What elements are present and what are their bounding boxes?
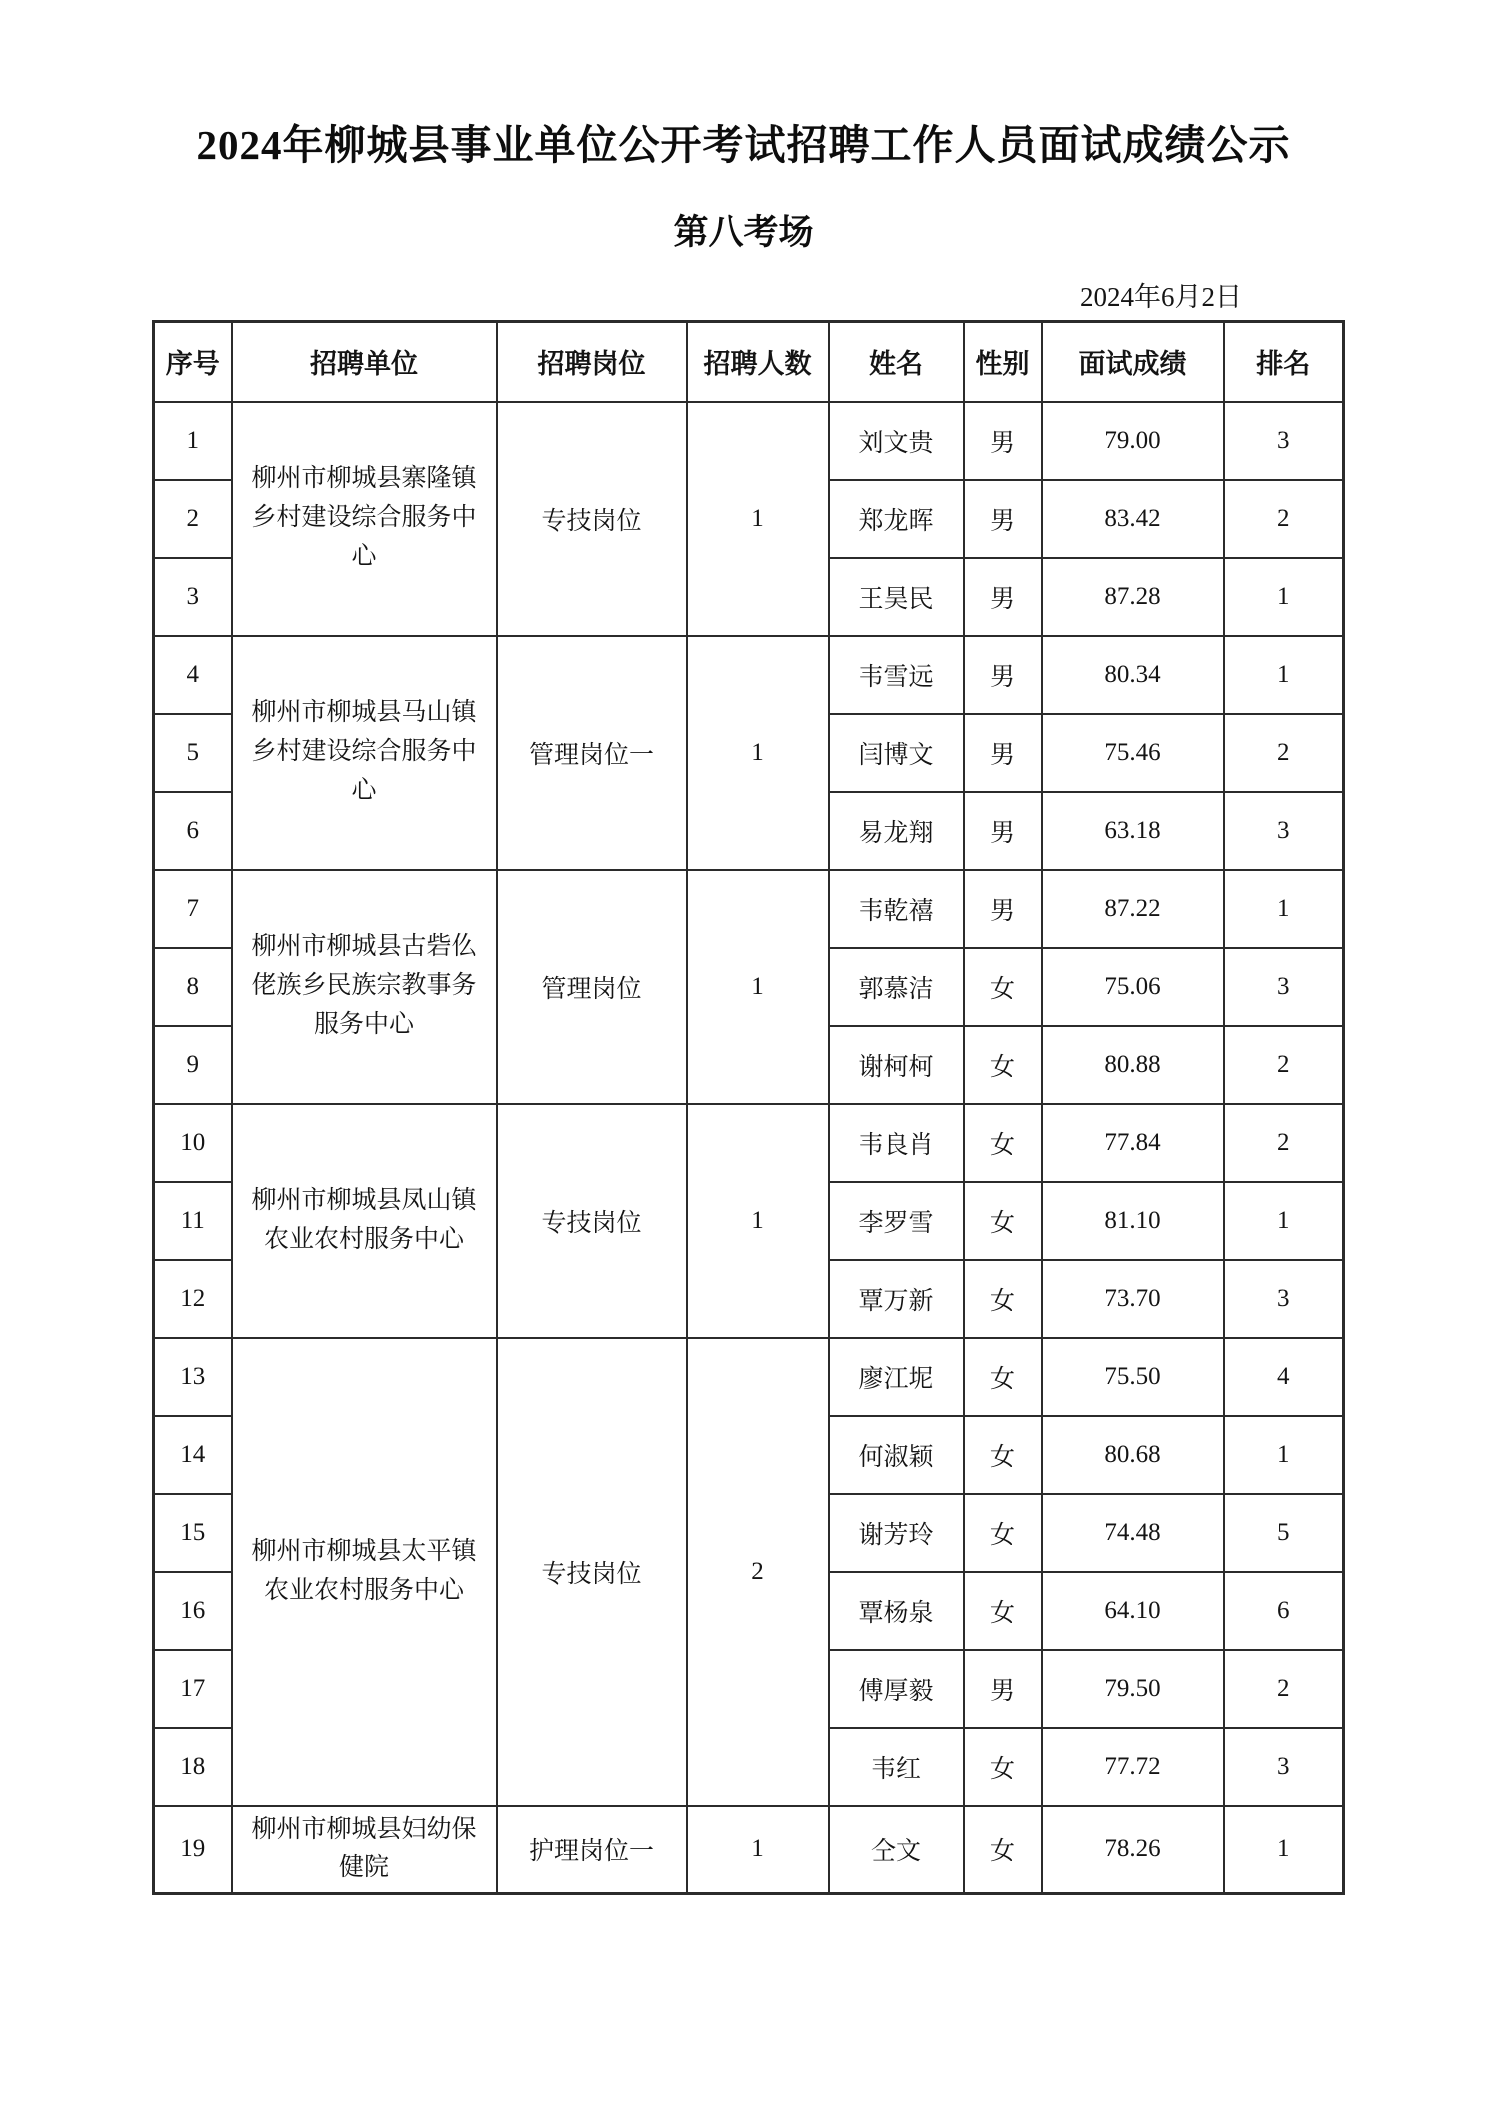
cell-no: 1 (154, 402, 232, 480)
cell-name: 李罗雪 (829, 1182, 964, 1260)
cell-score: 83.42 (1042, 480, 1224, 558)
cell-no: 19 (154, 1806, 232, 1894)
cell-name: 何淑颖 (829, 1416, 964, 1494)
cell-name: 闫博文 (829, 714, 964, 792)
cell-no: 14 (154, 1416, 232, 1494)
cell-gender: 男 (964, 402, 1042, 480)
publish-date: 2024年6月2日 (1080, 282, 1242, 312)
cell-no: 4 (154, 636, 232, 714)
cell-gender: 男 (964, 480, 1042, 558)
cell-rank: 1 (1224, 1182, 1344, 1260)
cell-unit: 柳州市柳城县妇幼保健院 (232, 1806, 497, 1894)
cell-score: 77.84 (1042, 1104, 1224, 1182)
cell-position: 专技岗位 (497, 1104, 687, 1338)
cell-name: 谢柯柯 (829, 1026, 964, 1104)
header-row (154, 322, 1344, 402)
cell-rank: 1 (1224, 558, 1344, 636)
cell-gender: 女 (964, 1416, 1042, 1494)
cell-gender: 女 (964, 948, 1042, 1026)
cell-name: 韦雪远 (829, 636, 964, 714)
cell-gender: 女 (964, 1026, 1042, 1104)
cell-position: 专技岗位 (497, 1338, 687, 1806)
table-row (154, 402, 1344, 480)
cell-gender: 男 (964, 1650, 1042, 1728)
cell-gender: 女 (964, 1338, 1042, 1416)
cell-gender: 女 (964, 1572, 1042, 1650)
cell-rank: 1 (1224, 870, 1344, 948)
page-title: 2024年柳城县事业单位公开考试招聘工作人员面试成绩公示 (196, 122, 1291, 168)
cell-no: 7 (154, 870, 232, 948)
page-subtitle: 第八考场 (673, 213, 814, 252)
cell-rank: 3 (1224, 1728, 1344, 1806)
cell-unit: 柳州市柳城县古砦仫佬族乡民族宗教事务服务中心 (232, 870, 497, 1104)
table-row (154, 1338, 1344, 1416)
cell-unit: 柳州市柳城县太平镇农业农村服务中心 (232, 1338, 497, 1806)
cell-openings: 1 (687, 870, 829, 1104)
cell-score: 80.68 (1042, 1416, 1224, 1494)
cell-position: 管理岗位 (497, 870, 687, 1104)
cell-openings: 1 (687, 636, 829, 870)
cell-score: 77.72 (1042, 1728, 1224, 1806)
cell-gender: 男 (964, 792, 1042, 870)
cell-score: 81.10 (1042, 1182, 1224, 1260)
cell-rank: 2 (1224, 1650, 1344, 1728)
cell-unit: 柳州市柳城县凤山镇农业农村服务中心 (232, 1104, 497, 1338)
header-rank: 排名 (1224, 322, 1344, 402)
cell-rank: 3 (1224, 1260, 1344, 1338)
cell-name: 廖江坭 (829, 1338, 964, 1416)
cell-score: 73.70 (1042, 1260, 1224, 1338)
cell-openings: 2 (687, 1338, 829, 1806)
cell-score: 63.18 (1042, 792, 1224, 870)
cell-score: 74.48 (1042, 1494, 1224, 1572)
header-position: 招聘岗位 (497, 322, 687, 402)
cell-score: 80.34 (1042, 636, 1224, 714)
cell-position: 专技岗位 (497, 402, 687, 636)
cell-name: 易龙翔 (829, 792, 964, 870)
cell-name: 谢芳玲 (829, 1494, 964, 1572)
cell-gender: 女 (964, 1104, 1042, 1182)
cell-name: 韦乾禧 (829, 870, 964, 948)
cell-name: 覃万新 (829, 1260, 964, 1338)
cell-rank: 6 (1224, 1572, 1344, 1650)
cell-name: 王昊民 (829, 558, 964, 636)
cell-score: 87.22 (1042, 870, 1224, 948)
cell-no: 10 (154, 1104, 232, 1182)
cell-gender: 女 (964, 1728, 1042, 1806)
header-unit: 招聘单位 (232, 322, 497, 402)
cell-rank: 4 (1224, 1338, 1344, 1416)
cell-rank: 1 (1224, 1416, 1344, 1494)
cell-no: 2 (154, 480, 232, 558)
cell-openings: 1 (687, 1806, 829, 1894)
cell-no: 8 (154, 948, 232, 1026)
cell-no: 16 (154, 1572, 232, 1650)
table-row (154, 636, 1344, 714)
cell-rank: 3 (1224, 948, 1344, 1026)
cell-score: 75.50 (1042, 1338, 1224, 1416)
cell-score: 64.10 (1042, 1572, 1224, 1650)
cell-score: 75.46 (1042, 714, 1224, 792)
cell-openings: 1 (687, 1104, 829, 1338)
cell-name: 韦良肖 (829, 1104, 964, 1182)
cell-rank: 1 (1224, 1806, 1344, 1894)
cell-rank: 2 (1224, 1104, 1344, 1182)
cell-score: 75.06 (1042, 948, 1224, 1026)
cell-gender: 女 (964, 1182, 1042, 1260)
cell-name: 覃杨泉 (829, 1572, 964, 1650)
cell-openings: 1 (687, 402, 829, 636)
header-no: 序号 (154, 322, 232, 402)
cell-no: 18 (154, 1728, 232, 1806)
cell-no: 6 (154, 792, 232, 870)
cell-score: 87.28 (1042, 558, 1224, 636)
cell-gender: 男 (964, 714, 1042, 792)
cell-no: 11 (154, 1182, 232, 1260)
cell-gender: 男 (964, 870, 1042, 948)
cell-rank: 2 (1224, 714, 1344, 792)
table-row (154, 870, 1344, 948)
cell-no: 3 (154, 558, 232, 636)
cell-gender: 女 (964, 1260, 1042, 1338)
cell-gender: 女 (964, 1494, 1042, 1572)
cell-rank: 2 (1224, 480, 1344, 558)
cell-rank: 1 (1224, 636, 1344, 714)
header-gender: 性别 (964, 322, 1042, 402)
header-name: 姓名 (829, 322, 964, 402)
table-row (154, 1806, 1344, 1894)
cell-rank: 3 (1224, 792, 1344, 870)
cell-gender: 女 (964, 1806, 1042, 1894)
cell-rank: 5 (1224, 1494, 1344, 1572)
cell-name: 韦红 (829, 1728, 964, 1806)
cell-score: 79.50 (1042, 1650, 1224, 1728)
cell-no: 12 (154, 1260, 232, 1338)
header-openings: 招聘人数 (687, 322, 829, 402)
cell-score: 78.26 (1042, 1806, 1224, 1894)
cell-name: 仝文 (829, 1806, 964, 1894)
cell-score: 79.00 (1042, 402, 1224, 480)
cell-name: 郑龙晖 (829, 480, 964, 558)
cell-rank: 2 (1224, 1026, 1344, 1104)
cell-gender: 男 (964, 558, 1042, 636)
header-score: 面试成绩 (1042, 322, 1224, 402)
cell-no: 17 (154, 1650, 232, 1728)
cell-no: 5 (154, 714, 232, 792)
cell-name: 刘文贵 (829, 402, 964, 480)
cell-no: 13 (154, 1338, 232, 1416)
cell-no: 15 (154, 1494, 232, 1572)
cell-name: 傅厚毅 (829, 1650, 964, 1728)
cell-position: 护理岗位一 (497, 1806, 687, 1894)
cell-rank: 3 (1224, 402, 1344, 480)
cell-unit: 柳州市柳城县马山镇乡村建设综合服务中心 (232, 636, 497, 870)
table-row (154, 1104, 1344, 1182)
cell-name: 郭慕洁 (829, 948, 964, 1026)
cell-no: 9 (154, 1026, 232, 1104)
score-table (152, 320, 1345, 1895)
cell-gender: 男 (964, 636, 1042, 714)
cell-score: 80.88 (1042, 1026, 1224, 1104)
cell-unit: 柳州市柳城县寨隆镇乡村建设综合服务中心 (232, 402, 497, 636)
cell-position: 管理岗位一 (497, 636, 687, 870)
